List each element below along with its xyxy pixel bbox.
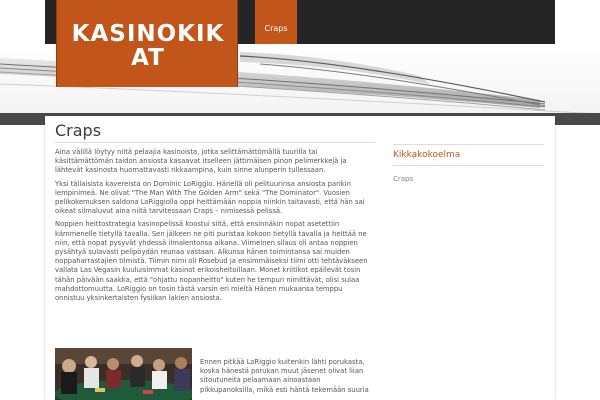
- article-paragraph: Aina välillä löytyy niitä pelaajia kasinoista, jotka selittämättömällä tuurilla tai käsittämättömän taidon ansiosta kasaavat itselleen jättimäisen pinon pelimerkkejä ja lähtevät kasinosta huomattavasti rikkaampina, kuin sinne alunperin tullessaan.: [55, 148, 347, 175]
- page-title: Craps: [55, 121, 102, 140]
- article-paragraph: Ennen pitkää LoRiggio kuitenkin lähti porukasta, koska hänestä porukan muut jäsenet olivat liian sitoutuneita pelaamaan ainoastaan pikkupanoksilla, mikä esti häntä tekemään suuria: [200, 358, 369, 394]
- sidebar-title: Kikkakokoelma: [393, 150, 461, 160]
- article-paragraph: Noppien heittostrategia kasinopelissä koostui siitä, että ensinnäkin nopat asetettiin kämmenelle tietyllä tavalla. Sen jälkeen ne piti puristaa kokoon tietyllä tavalla ja heittää ne niin, että nopat pysyvät yhdessä ilmalentonsa aikana. Viimeinen silaus oli antaa noppien pysähtyä sulavasti pelipöydän reunaa vastaan. Alkunsa hänen toimintansa sai muiden noppaharrastajien tilmistä. Tiimin nimi oli Rosebud ja ensimmäiseksi tiimi otti tehtäväkseen vallata Las Vegasin kuuluisimmat kasinot erikoisheitoillaan. Monet kriitikot epäilevät tosin tähän päivään saakka, että "ohjattu nopanheitto" kuten he tempun nimittävät, olisi sulaa mahdottomuutta. LoRiggio on tosin tästä varsin eri mieltä Hänen mukaansa temppu onnistuu yksinkertaisten fysiikan lakien ansiosta.: [55, 220, 368, 303]
- sidebar-link-craps[interactable]: Craps: [393, 175, 414, 183]
- sidebar-divider: [393, 144, 544, 145]
- article-paragraph: Yksi tällaisista kavereista on Dominic LoRiggio. Hänellä oli pelituurinsa ansiosta parikin lempinimeä. Ne olivat "The Man With The Golden Arm" sekä "The Dominator". Vuosien pelikokemuksen saldona LoRiggiolla oppi heittämään noppia niinkin taitavasti, että hän sai oikeat silmaluvut aina niitä tarvitessaan Craps – nimisessä pelissä.: [55, 179, 365, 216]
- article-body: [55, 148, 368, 307]
- nav-item-craps[interactable]: [255, 0, 297, 44]
- site-logo[interactable]: [56, 0, 238, 87]
- nav-item-label: Craps: [264, 24, 288, 33]
- header-left-spacer: [0, 0, 45, 44]
- sidebar-divider: [393, 165, 544, 166]
- site-logo-text: KASINOKIKAT: [71, 21, 225, 71]
- casino-table-photo: [55, 348, 192, 400]
- title-divider: [55, 142, 375, 143]
